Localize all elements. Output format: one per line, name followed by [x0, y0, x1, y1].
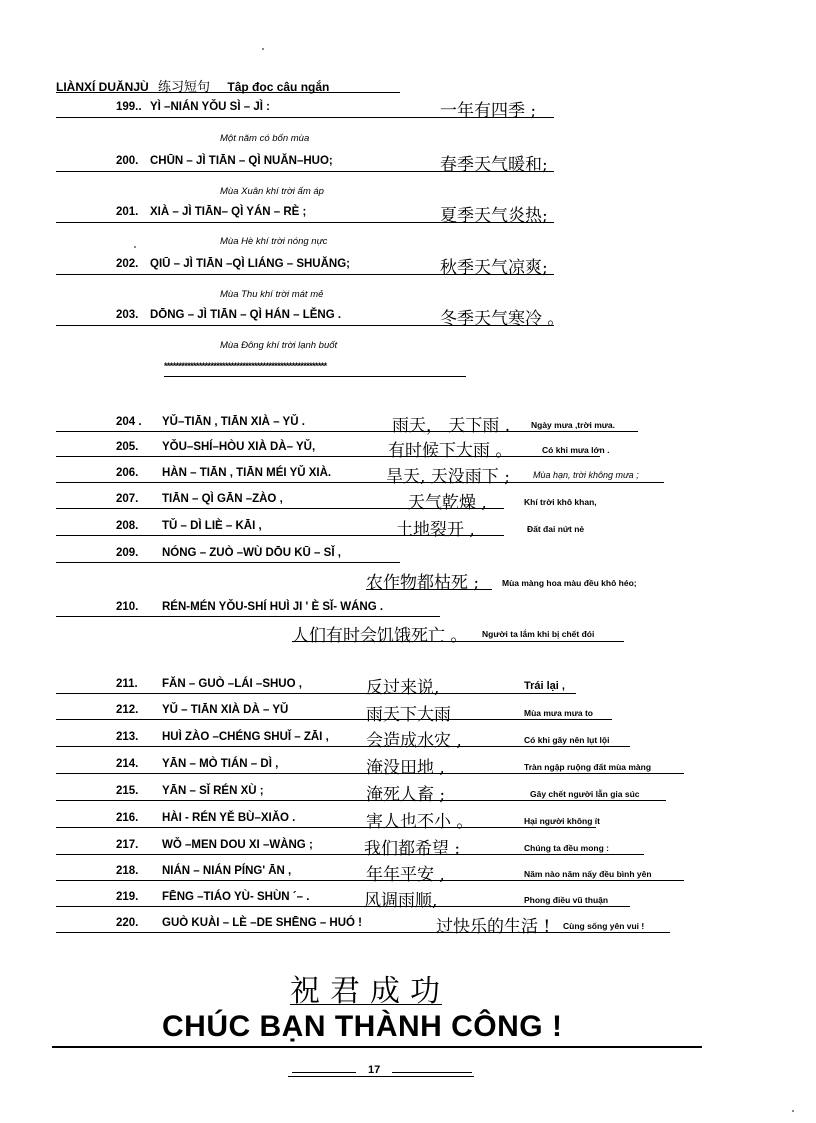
phrase-vietnamese: Hại người không ít: [524, 816, 600, 826]
phrase-number: 203.: [116, 309, 139, 321]
line-rule: [56, 880, 684, 881]
phrase-pinyin: HUÌ ZÀO –CHÉNG SHUǏ – ZĀI ,: [162, 731, 329, 743]
phrase-chinese: 夏季天气炎热;: [440, 206, 548, 226]
page-number: 17: [368, 1064, 381, 1076]
phrase-vietnamese: Mùa Hè khí trời nóng nực: [220, 236, 328, 247]
phrase-pinyin: FĂN – GUÒ –LÁI –SHUO ,: [162, 678, 302, 690]
phrase-number: 206.: [116, 467, 139, 479]
scan-speck: [792, 1110, 794, 1112]
phrase-number: 208.: [116, 520, 139, 532]
header-underline: [56, 92, 400, 93]
phrase-number: 205.: [116, 441, 139, 453]
phrase-pinyin: YǓ – TIĀN XIÀ DÀ – YǓ: [162, 704, 289, 716]
phrase-chinese: 淹死人畜 ;: [366, 785, 446, 805]
line-rule: [56, 325, 554, 326]
phrase-pinyin: YĀN – SǏ RÉN XÙ ;: [162, 785, 264, 797]
phrase-pinyin: RÉN-MÉN YǑU-SHÍ HUÌ JI ' È SǏ- WÁNG .: [162, 601, 384, 613]
line-rule: [56, 562, 400, 563]
phrase-number: 207.: [116, 493, 139, 505]
line-rule: [56, 854, 644, 855]
phrase-chinese: 年年平安 ,: [366, 865, 445, 885]
phrase-pinyin: NÓNG – ZUÒ –WÙ DŌU KŪ – SǏ ,: [162, 547, 341, 559]
phrase-number: 214.: [116, 758, 139, 770]
phrase-vietnamese: Năm nào năm nấy đều bình yên: [524, 869, 652, 879]
phrase-number: 216.: [116, 812, 139, 824]
phrase-number: 201.: [116, 206, 139, 218]
phrase-chinese: 会造成水灾 ,: [366, 731, 462, 751]
header-pinyin: LIÀNXÍ DUĂNJÙ: [56, 80, 149, 94]
phrase-vietnamese: Mùa hạn, trời không mưa ;: [533, 470, 639, 480]
phrase-pinyin: YǓ–TIĀN , TIĀN XIÀ – YǓ .: [162, 416, 305, 428]
phrase-number: 217.: [116, 839, 139, 851]
phrase-pinyin: FĒNG –TIÁO YÙ- SHÙN ´– .: [162, 891, 310, 903]
page-number-underline: [288, 1076, 474, 1077]
header-vietnamese: Tập đọc câu ngắn: [227, 80, 330, 94]
phrase-vietnamese: Có khi gây nên lụt lội: [524, 735, 610, 745]
phrase-pinyin: HÀN – TIĀN , TIĀN MÉI YǓ XIÀ.: [162, 467, 332, 479]
phrase-vietnamese: Đất đai nứt nẻ: [527, 524, 585, 534]
phrase-chinese: 农作物都枯死 ;: [366, 573, 480, 593]
phrase-vietnamese: Mùa Đông khí trời lạnh buốt: [220, 340, 338, 351]
phrase-number: 200.: [116, 155, 139, 167]
line-rule: [56, 746, 630, 747]
closing-vietnamese: CHÚC BẠN THÀNH CÔNG !: [162, 1010, 563, 1043]
phrase-pinyin: GUÒ KUÀI – LÈ –DE SHĒNG – HUÓ !: [162, 917, 363, 929]
phrase-pinyin: HÀI - RÉN YĚ BÙ–XIǍO .: [162, 812, 296, 824]
line-rule: [56, 932, 670, 933]
line-rule: [56, 508, 504, 509]
phrase-chinese: 淹没田地 ,: [366, 758, 445, 778]
separator-underline: [164, 376, 466, 377]
page-number-rule-left: [292, 1072, 356, 1073]
phrase-chinese: 有时候下大雨 。: [388, 441, 513, 461]
line-rule: [56, 431, 638, 432]
phrase-vietnamese: Chúng ta đều mong :: [524, 843, 609, 853]
phrase-chinese: 天气乾燥 ,: [408, 493, 487, 513]
phrase-number: 213.: [116, 731, 139, 743]
phrase-pinyin: YǑU–SHÍ–HÒU XIÀ DÀ– YǓ,: [162, 441, 316, 453]
phrase-chinese: 土地裂开 ,: [396, 520, 475, 540]
line-rule: [56, 800, 666, 801]
phrase-vietnamese: Một năm có bốn mùa: [220, 133, 310, 144]
line-rule: [292, 641, 624, 642]
phrase-number: 220.: [116, 917, 139, 929]
phrase-vietnamese: Có khi mưa lớn .: [542, 445, 610, 455]
phrase-vietnamese: Mùa màng hoa màu đều khô héo;: [502, 578, 637, 588]
phrase-pinyin: DŌNG – JÌ TIĀN – QÌ HÁN – LĚNG .: [150, 309, 342, 321]
phrase-pinyin: TIĀN – QÌ GĀN –ZÀO ,: [162, 493, 283, 505]
phrase-pinyin: CHŪN – JÌ TIĀN – QÌ NUĂN–HUO;: [150, 155, 333, 167]
phrase-chinese: 人们有时会饥饿死亡 。: [292, 626, 468, 646]
phrase-vietnamese: Gây chết người lẫn gia súc: [530, 789, 640, 799]
line-rule: [56, 456, 600, 457]
phrase-chinese: 反过来说,: [366, 678, 440, 698]
closing-chinese: 祝君成功: [290, 974, 450, 1009]
line-rule: [366, 589, 492, 590]
phrase-number: 199..: [116, 101, 142, 113]
phrase-number: 211.: [116, 678, 138, 690]
phrase-vietnamese: Tràn ngập ruộng đất mùa màng: [524, 762, 652, 772]
phrase-vietnamese: Mùa Xuân khí trời ấm áp: [220, 186, 324, 197]
phrase-vietnamese: Trái lại ,: [524, 680, 565, 692]
phrase-number: 219.: [116, 891, 139, 903]
closing-chinese-underline: [290, 1004, 442, 1005]
line-rule: [56, 719, 612, 720]
phrase-vietnamese: Ngày mưa ,trời mưa.: [531, 420, 616, 430]
phrase-pinyin: XIÀ – JÌ TIĀN– QÌ YÁN – RÈ ;: [150, 206, 307, 218]
phrase-chinese: 春季天气暖和;: [440, 155, 548, 175]
phrase-chinese: 旱天, 天没雨下 ;: [386, 467, 510, 487]
phrase-pinyin: WǑ –MEN DOU XI –WÀNG ;: [162, 839, 313, 851]
phrase-pinyin: NIÁN – NIÁN PÍNG' ĀN ,: [162, 865, 292, 877]
phrase-chinese: 雨天， 天下雨 .: [392, 416, 511, 436]
phrase-vietnamese: Mùa Thu khí trời mát mẻ: [220, 289, 324, 300]
phrase-chinese: 一年有四季 ;: [440, 101, 537, 121]
phrase-chinese: 冬季天气寒冷 。: [440, 309, 565, 329]
closing-rule: [52, 1046, 702, 1048]
phrase-number: 202.: [116, 258, 139, 270]
line-rule: [56, 827, 596, 828]
line-rule: [56, 906, 630, 907]
line-rule: [56, 535, 504, 536]
line-rule: [56, 222, 554, 223]
line-rule: [56, 117, 554, 118]
line-rule: [56, 274, 554, 275]
phrase-number: 209.: [116, 547, 139, 559]
phrase-chinese: 害人也不小 。: [366, 812, 474, 832]
phrase-chinese: 雨天下大雨: [366, 705, 451, 725]
phrase-vietnamese: Khí trời khô khan,: [524, 497, 597, 507]
line-rule: [56, 171, 554, 172]
phrase-chinese: 秋季天气凉爽;: [440, 258, 548, 278]
line-rule: [56, 616, 440, 617]
line-rule: [56, 773, 684, 774]
star-separator: ********************************************************: [164, 361, 327, 371]
line-rule: [56, 693, 576, 694]
scan-speck: [262, 48, 264, 50]
phrase-number: 218.: [116, 865, 139, 877]
phrase-pinyin: QIŪ – JÌ TIĀN –QÌ LIÁNG – SHUĂNG;: [150, 258, 350, 270]
phrase-vietnamese: Người ta lắm khi bị chết đói: [482, 629, 595, 639]
page-number-rule-right: [392, 1072, 472, 1073]
line-rule: [56, 482, 664, 483]
header-chinese: 练习短句: [158, 80, 211, 95]
phrase-pinyin: YÌ –NIÁN YǑU SÌ – JÌ :: [150, 101, 270, 113]
phrase-chinese: 风调雨顺,: [364, 891, 438, 911]
phrase-pinyin: YĀN – MÒ TIÁN – DÌ ,: [162, 758, 279, 770]
phrase-chinese: 我们都希望 :: [364, 839, 461, 859]
phrase-chinese: 过快乐的生活 !: [436, 917, 551, 937]
phrase-number: 210.: [116, 601, 139, 613]
phrase-vietnamese: Mùa mưa mưa to: [524, 708, 593, 718]
phrase-vietnamese: Cùng sống yên vui !: [563, 921, 645, 931]
phrase-number: 215.: [116, 785, 139, 797]
scan-speck: [134, 246, 136, 248]
phrase-pinyin: TǓ – DÌ LIÈ – KĀI ,: [162, 520, 262, 532]
phrase-number: 212.: [116, 704, 139, 716]
phrase-vietnamese: Phong điều vũ thuận: [524, 895, 609, 905]
phrase-number: 204 .: [116, 416, 142, 428]
